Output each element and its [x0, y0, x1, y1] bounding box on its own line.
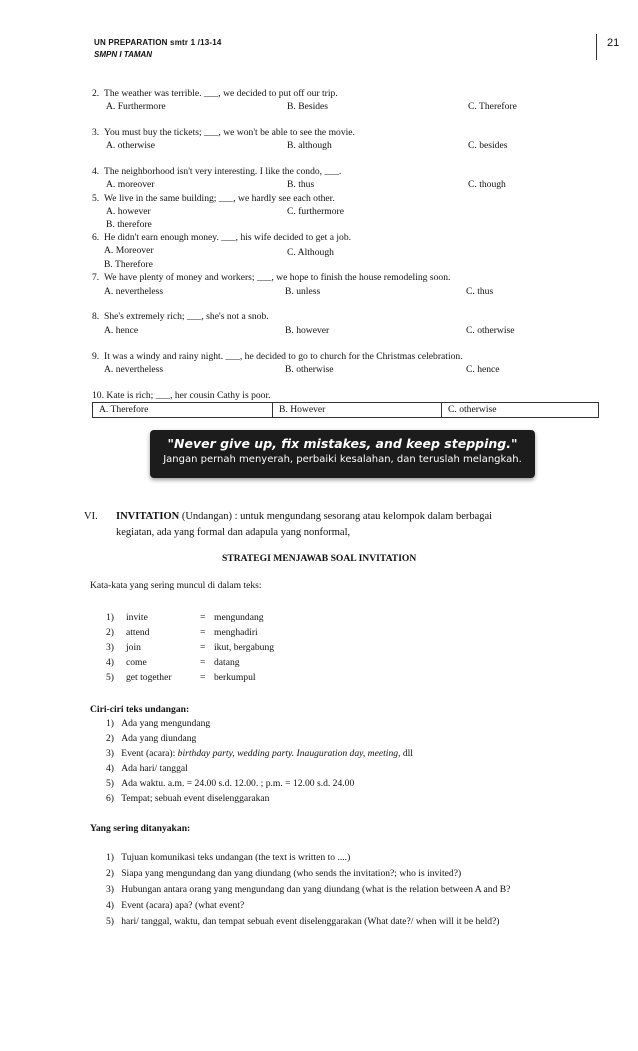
vocab-english: join — [126, 642, 141, 653]
option-a: A. Moreover — [104, 245, 154, 256]
header-title: UN PREPARATION smtr 1 /13-14 — [94, 38, 222, 47]
option-b: B. otherwise — [285, 364, 334, 375]
asked-item: 3) Hubungan antara orang yang mengundang dan yang diundang (what is the relation between A and B? — [106, 884, 511, 895]
asked-item: 1) Tujuan komunikasi teks undangan (the text is written to ....) — [106, 852, 351, 863]
option-c: C. Although — [287, 247, 334, 258]
option-a: A. otherwise — [106, 140, 156, 151]
question-7: 7. We have plenty of money and workers; ___, we hope to finish the house remodeling soon. — [92, 272, 451, 283]
option-a: A. hence — [104, 325, 139, 336]
option-b: B. however — [285, 325, 330, 336]
vocab-indonesian: mengundang — [214, 612, 264, 623]
vocab-equals: = — [200, 642, 206, 653]
vocab-indonesian: datang — [214, 657, 240, 668]
vocab-equals: = — [200, 657, 206, 668]
ciri-item: 1) Ada yang mengundang — [106, 718, 211, 729]
vocab-number: 1) — [106, 612, 114, 623]
option-a: A. however — [106, 206, 151, 217]
section-number: VI. — [84, 511, 98, 522]
vocab-english: attend — [126, 627, 150, 638]
ciri-heading: Ciri-ciri teks undangan: — [90, 704, 190, 715]
option-b: B. although — [287, 140, 332, 151]
asked-item: 5) hari/ tanggal, waktu, dan tempat sebuah event diselenggarakan (What date?/ when will it be held?) — [106, 916, 500, 927]
banner-translation: Jangan pernah menyerah, perbaiki kesalahan, dan teruslah melangkah. — [163, 454, 522, 465]
option-a: A. moreover — [106, 179, 155, 190]
ciri-item: 4) Ada hari/ tanggal — [106, 763, 188, 774]
vocab-equals: = — [200, 612, 206, 623]
question-8: 8. She's extremely rich; ___, she's not a snob. — [92, 311, 269, 322]
header-school: SMPN I TAMAN — [94, 50, 153, 59]
option-c: C. hence — [466, 364, 500, 375]
option-c: C. besides — [468, 140, 508, 151]
question-5: 5. We live in the same building; ___, we hardly see each other. — [92, 193, 335, 204]
banner-quote: "Never give up, fix mistakes, and keep stepping." — [167, 436, 518, 451]
vocab-english: invite — [126, 612, 148, 623]
vocab-indonesian: ikut, bergabung — [214, 642, 275, 653]
question-2: 2. The weather was terrible. ___, we decided to put off our trip. — [92, 88, 338, 99]
vocab-indonesian: menghadiri — [214, 627, 258, 638]
asked-item: 2) Siapa yang mengundang dan yang diundang (who sends the invitation?; who is invited?) — [106, 868, 462, 879]
option-a: A. Furthermore — [106, 101, 166, 112]
option-b: B. therefore — [106, 219, 152, 230]
vocab-equals: = — [200, 672, 206, 683]
header-divider — [596, 34, 597, 60]
question-6: 6. He didn't earn enough money. ___, his wife decided to get a job. — [92, 232, 352, 243]
vocab-number: 3) — [106, 642, 114, 653]
section-title: INVITATION (Undangan) : untuk mengundang sesorang atau kelompok dalam berbagai — [116, 511, 493, 522]
option-b: B. thus — [287, 179, 315, 190]
option-c: C. otherwise — [448, 404, 497, 415]
option-a: A. Therefore — [93, 403, 273, 417]
question-9: 9. It was a windy and rainy night. ___, he decided to go to church for the Christmas celebration. — [92, 351, 463, 362]
vocab-number: 2) — [106, 627, 114, 638]
option-a: A. nevertheless — [104, 364, 164, 375]
question-4: 4. The neighborhood isn't very interesting. I like the condo, ___. — [92, 166, 342, 177]
option-c: C. though — [468, 179, 506, 190]
option-c: C. furthermore — [287, 206, 345, 217]
options-table — [92, 402, 599, 418]
option-b: B. Besides — [287, 101, 329, 112]
vocab-english: get together — [126, 672, 172, 683]
section-subtitle: kegiatan, ada yang formal dan adapula yang nonformal, — [116, 527, 351, 538]
question-10: 10. Kate is rich; ___, her cousin Cathy is poor. — [92, 390, 271, 401]
ciri-item: 6) Tempat; sebuah event diselenggarakan — [106, 793, 270, 804]
option-c: C. otherwise — [466, 325, 515, 336]
asked-heading: Yang sering ditanyakan: — [90, 823, 191, 834]
motivation-banner — [150, 430, 535, 478]
page-number: 21 — [607, 37, 620, 49]
option-a: A. nevertheless — [104, 286, 164, 297]
asked-item: 4) Event (acara) apa? (what event? — [106, 900, 245, 911]
ciri-item: 3) Event (acara): birthday party, wedding party. Inauguration day, meeting, dll — [106, 748, 413, 759]
words-intro: Kata-kata yang sering muncul di dalam teks: — [90, 580, 262, 591]
vocab-english: come — [126, 657, 147, 668]
vocab-indonesian: berkumpul — [214, 672, 256, 683]
option-b: B. Therefore — [104, 259, 153, 270]
vocab-number: 4) — [106, 657, 114, 668]
strategy-heading: STRATEGI MENJAWAB SOAL INVITATION — [222, 553, 417, 564]
option-b: B. unless — [285, 286, 321, 297]
vocab-number: 5) — [106, 672, 114, 683]
option-c: C. thus — [466, 286, 494, 297]
ciri-item: 2) Ada yang diundang — [106, 733, 197, 744]
vocab-equals: = — [200, 627, 206, 638]
ciri-item: 5) Ada waktu. a.m. = 24.00 s.d. 12.00. ; p.m. = 12.00 s.d. 24.00 — [106, 778, 355, 789]
question-3: 3. You must buy the tickets; ___, we won't be able to see the movie. — [92, 127, 355, 138]
option-c: C. Therefore — [468, 101, 517, 112]
option-b: B. However — [273, 403, 442, 417]
